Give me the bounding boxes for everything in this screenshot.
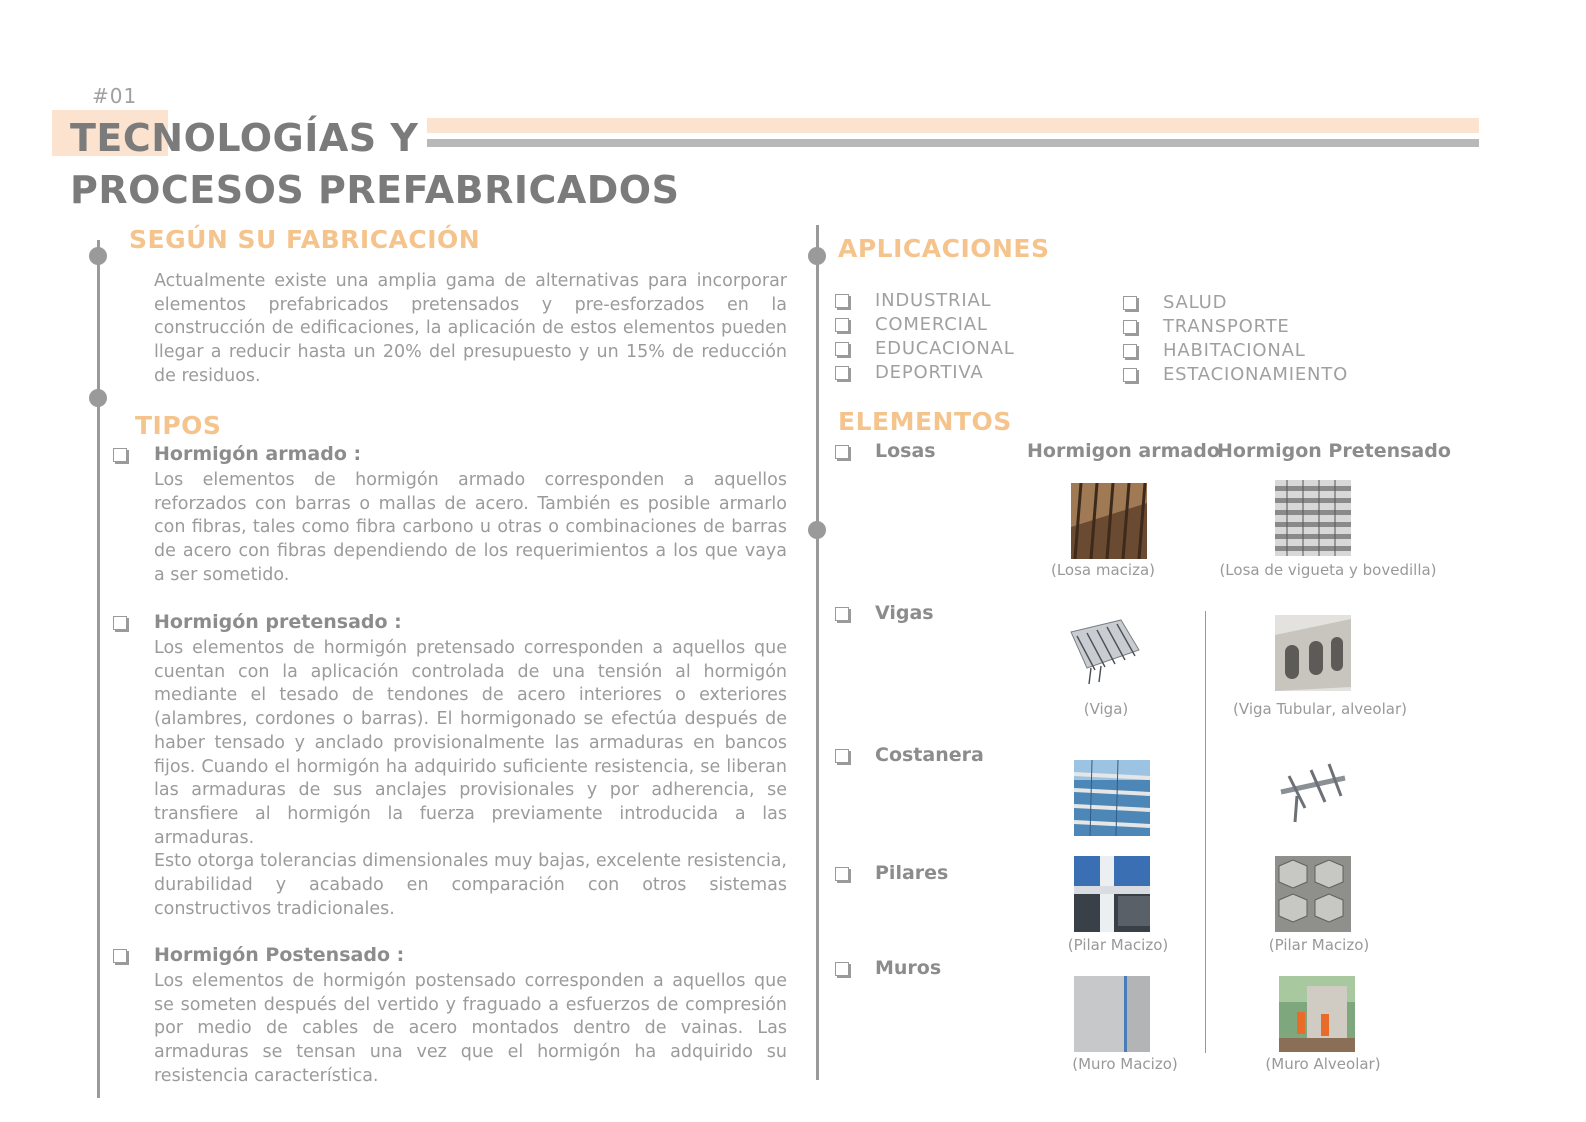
tipo-title: Hormigón armado : xyxy=(154,443,362,465)
pilar-macizo-image xyxy=(1074,856,1150,932)
tipos-heading: TIPOS xyxy=(135,411,222,440)
page-title-line1: TECNOLOGÍAS Y xyxy=(70,116,419,160)
aplicacion-item: INDUSTRIAL xyxy=(875,290,992,311)
timeline-dot xyxy=(89,247,107,265)
losa-vigueta-image xyxy=(1275,480,1351,556)
aplicaciones-heading: APLICACIONES xyxy=(838,234,1050,263)
column-header-pretensado: Hormigon Pretensado xyxy=(1217,440,1451,462)
costanera-pretensado-image xyxy=(1275,756,1351,832)
viga-image xyxy=(1067,610,1143,686)
checkbox-icon xyxy=(1123,296,1137,310)
aplicacion-item: HABITACIONAL xyxy=(1163,340,1306,361)
checkbox-icon xyxy=(835,445,849,459)
elemento-label: Losas xyxy=(875,440,936,462)
image-caption: (Muro Alveolar) xyxy=(1265,1055,1381,1073)
viga-tubular-image xyxy=(1275,615,1351,691)
costanera-image xyxy=(1074,760,1150,836)
pilar-macizo-pretensado-image xyxy=(1275,856,1351,932)
checkbox-icon xyxy=(835,294,849,308)
elemento-label: Costanera xyxy=(875,744,984,766)
losa-maciza-image xyxy=(1071,483,1147,559)
checkbox-icon xyxy=(835,749,849,763)
checkbox-icon xyxy=(113,616,127,630)
fabricacion-text: Actualmente existe una amplia gama de alternativas para incorporar elementos prefabricados pretensados y pre-esforzados en la construcción de edificaciones, la aplicación de estos elementos pueden llegar a reducir hasta un 20% del presupuesto y un 15% de reducción de residuos. xyxy=(154,271,787,386)
checkbox-icon xyxy=(1123,320,1137,334)
page-title-line2: PROCESOS PREFABRICADOS xyxy=(70,167,680,212)
image-caption: (Viga) xyxy=(1083,700,1129,718)
timeline-dot xyxy=(808,247,826,265)
image-caption: (Muro Macizo) xyxy=(1072,1055,1178,1073)
checkbox-icon xyxy=(1123,344,1137,358)
checkbox-icon xyxy=(113,949,127,963)
tipo-text-part: Esto otorga tolerancias dimensionales muy bajas, excelente resistencia, durabilidad y acabado en comparación con otros sistemas constructivos tradicionales. xyxy=(154,851,787,919)
column-separator xyxy=(1205,611,1206,1053)
section-number: #01 xyxy=(92,84,138,108)
checkbox-icon xyxy=(835,342,849,356)
left-timeline xyxy=(97,240,100,1098)
image-caption: (Losa de vigueta y bovedilla) xyxy=(1219,561,1437,579)
checkbox-icon xyxy=(835,366,849,380)
tipo-title: Hormigón Postensado : xyxy=(154,944,405,966)
checkbox-icon xyxy=(835,607,849,621)
tipo-text: Los elementos de hormigón postensado corresponden a aquellos que se someten después del vertido y fraguado a esfuerzos de compresión por medio de cables de acero montados dentro de vainas. Las armaduras se tensan una vez que el hormigón ha adquirido su resistencia característica. xyxy=(154,971,787,1086)
elemento-label: Muros xyxy=(875,957,942,979)
checkbox-icon xyxy=(835,962,849,976)
aplicacion-item: DEPORTIVA xyxy=(875,362,984,383)
aplicacion-item: TRANSPORTE xyxy=(1163,316,1290,337)
aplicacion-item: SALUD xyxy=(1163,292,1228,313)
header-bar-peach xyxy=(427,118,1479,133)
fabricacion-heading: SEGÚN SU FABRICACIÓN xyxy=(129,225,481,254)
tipo-text-part: Los elementos de hormigón pretensado corresponden a aquellos que cuentan con la aplicación controlada de una tensión al hormigón mediante el tesado de tendones de acero interiores o exteriores (alambres, cordones o barras). El hormigonado se efectúa después de haber tensado y anclado provisionalmente las armaduras en bancos fijos. Cuando el hormigón ha adquirido suficiente resistencia, se liberan las armaduras de sus anclajes provisionales y por adherencia, se transfiere al hormigón la fuerza previamente introducida a las armaduras. xyxy=(154,638,787,848)
elemento-label: Pilares xyxy=(875,862,949,884)
muro-alveolar-image xyxy=(1279,976,1355,1052)
muro-macizo-image xyxy=(1074,976,1150,1052)
aplicacion-item: ESTACIONAMIENTO xyxy=(1163,364,1349,385)
image-caption: (Viga Tubular, alveolar) xyxy=(1233,700,1407,718)
image-caption: (Pilar Macizo) xyxy=(1067,936,1169,954)
aplicacion-item: EDUCACIONAL xyxy=(875,338,1015,359)
timeline-dot xyxy=(89,389,107,407)
tipo-text xyxy=(154,637,787,921)
image-caption: (Losa maciza) xyxy=(1050,561,1156,579)
checkbox-icon xyxy=(1123,368,1137,382)
elementos-heading: ELEMENTOS xyxy=(838,407,1012,436)
checkbox-icon xyxy=(113,448,127,462)
right-timeline xyxy=(816,225,819,1080)
image-caption: (Pilar Macizo) xyxy=(1268,936,1370,954)
tipo-title: Hormigón pretensado : xyxy=(154,611,402,633)
checkbox-icon xyxy=(835,318,849,332)
checkbox-icon xyxy=(835,867,849,881)
timeline-dot xyxy=(808,521,826,539)
aplicacion-item: COMERCIAL xyxy=(875,314,988,335)
column-header-armado: Hormigon armado xyxy=(1027,440,1220,462)
tipo-text: Los elementos de hormigón armado corresponden a aquellos reforzados con barras o mallas de acero. También es posible armarlo con fibras, tales como fibra carbono u otras o combinaciones de barras de acero con fibras dependiendo de los requerimientos a los que vaya a ser sometido. xyxy=(154,470,787,585)
elemento-label: Vigas xyxy=(875,602,934,624)
header-bar-grey xyxy=(427,139,1479,147)
